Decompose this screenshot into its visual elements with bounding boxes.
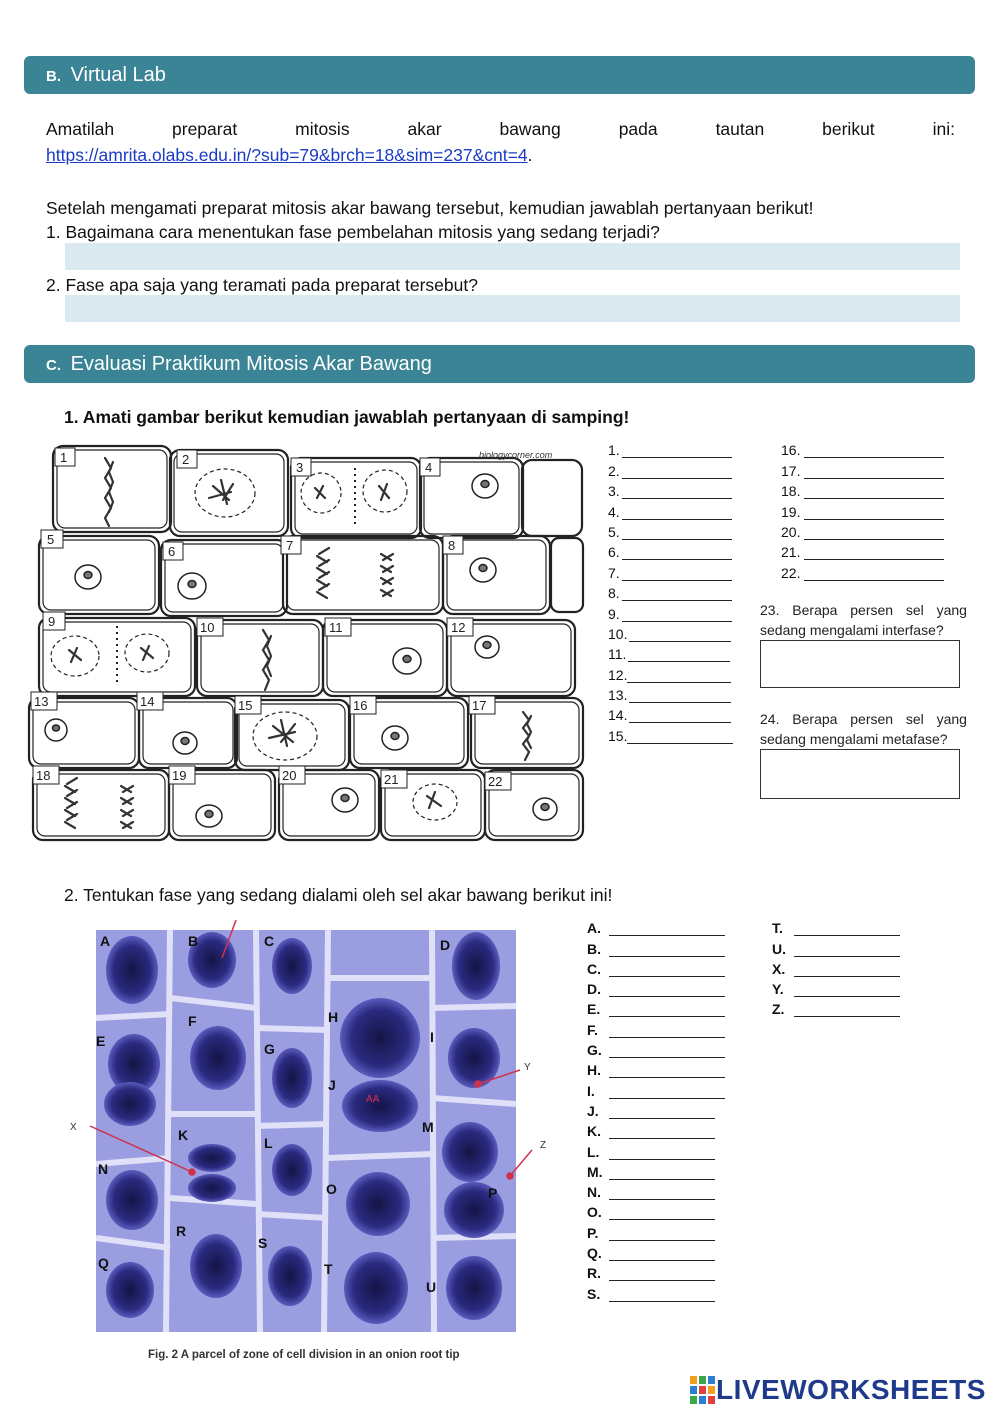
intro-word: tautan [715, 119, 765, 139]
intro-word: pada [618, 119, 658, 139]
cell-number-10 [197, 618, 223, 636]
liveworksheets-logo [690, 1374, 986, 1406]
svg-text:21: 21 [384, 772, 399, 787]
photo-label-q: Q [98, 1255, 109, 1271]
answer-line-x[interactable] [772, 957, 900, 977]
answer-line-t[interactable] [772, 916, 900, 936]
answer-line-13[interactable] [608, 683, 733, 703]
answer-number: 22. [781, 564, 801, 581]
answer-letter: J. [587, 1102, 599, 1119]
cell-number-3 [291, 458, 311, 476]
answer-line-r[interactable] [587, 1261, 725, 1281]
cell-number-7 [281, 536, 301, 554]
answer-line-f[interactable] [587, 1017, 725, 1037]
svg-text:3: 3 [296, 460, 304, 475]
photo-label-x: X [70, 1122, 77, 1133]
photo-label-e: E [96, 1033, 106, 1049]
answer-line-15[interactable] [608, 723, 733, 743]
answer-line-e[interactable] [587, 997, 725, 1017]
cell-number-16 [350, 696, 376, 714]
q24-word: sel [905, 711, 924, 727]
answer-number: 13. [608, 687, 628, 704]
answer-line-4[interactable] [608, 499, 733, 519]
svg-text:8: 8 [448, 538, 456, 553]
cell-number-4 [420, 458, 440, 476]
answer-line-n[interactable] [587, 1180, 725, 1200]
answer-line-8[interactable] [608, 581, 733, 601]
section-b-header [24, 56, 975, 94]
answer-number: 1. [608, 442, 620, 459]
red-marker: AA [366, 1094, 380, 1105]
photo-label-u: U [426, 1279, 437, 1295]
virtual-lab-link-line [46, 142, 532, 168]
answer-line-a[interactable] [587, 916, 725, 936]
answer-line-d[interactable] [587, 977, 725, 997]
svg-text:13: 13 [34, 694, 49, 709]
answer-number: 9. [608, 605, 620, 622]
photo-label-y: Y [524, 1062, 531, 1073]
answer-line-h[interactable] [587, 1058, 725, 1078]
svg-text:17: 17 [472, 698, 487, 713]
question-23 [760, 600, 967, 640]
answer-line-2[interactable] [608, 458, 733, 478]
cell-number-1 [55, 448, 75, 466]
answer-number: 11. [608, 646, 627, 663]
q23-word: Berapa [792, 602, 838, 618]
section-b-title: Virtual Lab [70, 64, 166, 86]
svg-text:5: 5 [47, 532, 55, 547]
onion-root-micrograph [70, 918, 547, 1368]
cell-number-22 [485, 772, 511, 790]
answer-list-a-s [587, 916, 725, 1302]
q23-word: sel [905, 602, 924, 618]
answer-letter: D. [587, 981, 601, 998]
answer-number: 18. [781, 483, 801, 500]
answer-line-6[interactable] [608, 540, 733, 560]
intro-word: bawang [499, 119, 561, 139]
answer-letter: Q. [587, 1245, 602, 1262]
answer-letter: X. [772, 960, 786, 977]
answer-line-21[interactable] [781, 540, 944, 560]
photo-label-a: A [100, 933, 111, 949]
answer-line-20[interactable] [781, 520, 944, 540]
svg-text:14: 14 [140, 694, 155, 709]
svg-text:9: 9 [48, 614, 56, 629]
q24-word: 24. [760, 711, 780, 727]
svg-text:19: 19 [172, 768, 187, 783]
answer-letter: F. [587, 1021, 598, 1038]
section-c-title: Evaluasi Praktikum Mitosis Akar Bawang [70, 353, 432, 375]
photo-label-m: M [422, 1119, 434, 1135]
question-c2-header: 2. Tentukan fase yang sedang dialami oleh sel akar bawang berikut ini! [64, 885, 613, 905]
svg-text:15: 15 [238, 698, 253, 713]
answer-letter: Z. [772, 1001, 785, 1018]
answer-number: 14. [608, 707, 628, 724]
question-c1-header: 1. Amati gambar berikut kemudian jawablah pertanyaan di samping! [64, 407, 630, 427]
answer-line-o[interactable] [587, 1200, 725, 1220]
answer-number: 7. [608, 564, 620, 581]
answer-letter: A. [587, 920, 601, 937]
answer-line-u[interactable] [772, 936, 900, 956]
intro-text [46, 116, 955, 142]
answer-letter: Y. [772, 981, 784, 998]
answer-letter: K. [587, 1123, 601, 1140]
answer-line-s[interactable] [587, 1281, 725, 1301]
photo-label-f: F [188, 1013, 197, 1029]
question-24 [760, 709, 967, 749]
cell-number-20 [279, 766, 305, 784]
answer-number: 10. [608, 625, 628, 642]
intro-word: Amatilah [46, 119, 115, 139]
svg-text:10: 10 [200, 620, 215, 635]
answer-field-1[interactable] [65, 243, 960, 270]
photo-label-p: P [488, 1185, 498, 1201]
answer-number: 5. [608, 523, 620, 540]
intro-word: ini: [932, 119, 955, 139]
answer-letter: C. [587, 960, 601, 977]
answer-number: 6. [608, 544, 620, 561]
answer-number: 20. [781, 523, 801, 540]
svg-text:6: 6 [168, 544, 176, 559]
answer-line-l[interactable] [587, 1139, 725, 1159]
answer-line-16[interactable] [781, 438, 944, 458]
svg-text:7: 7 [286, 538, 294, 553]
answer-field-2[interactable] [65, 295, 960, 322]
intro-word: mitosis [295, 119, 350, 139]
svg-text:20: 20 [282, 768, 297, 783]
q23-word: yang [936, 602, 967, 618]
cell-number-19 [169, 766, 195, 784]
cell-number-6 [163, 542, 183, 560]
answer-line-5[interactable] [608, 520, 733, 540]
question-2-text: 2. Fase apa saja yang teramati pada preparat tersebut? [46, 275, 478, 295]
answer-number: 4. [608, 503, 620, 520]
answer-line-q[interactable] [587, 1241, 725, 1261]
cell-number-14 [137, 692, 163, 710]
q24-word: yang [936, 711, 967, 727]
q24-word: Berapa [792, 711, 838, 727]
section-c-header [24, 345, 975, 383]
answer-letter: N. [587, 1184, 601, 1201]
answer-letter: I. [587, 1082, 595, 1099]
answer-number: 12. [608, 666, 628, 683]
svg-text:1: 1 [60, 450, 68, 465]
answer-letter: O. [587, 1204, 602, 1221]
cell-number-21 [381, 770, 407, 788]
q23-line2: sedang mengalami interfase? [760, 622, 944, 638]
answer-letter: S. [587, 1285, 601, 1302]
cell-number-12 [447, 618, 473, 636]
photo-label-n: N [98, 1161, 109, 1177]
answer-number: 19. [781, 503, 801, 520]
answer-letter: L. [587, 1143, 600, 1160]
answer-line-10[interactable] [608, 622, 733, 642]
cell-number-11 [325, 618, 351, 636]
answer-line-9[interactable] [608, 601, 733, 621]
photo-label-j: J [328, 1077, 336, 1093]
svg-text:2: 2 [182, 452, 190, 467]
answer-line-m[interactable] [587, 1160, 725, 1180]
brand-name: LIVEWORKSHEETS [716, 1374, 986, 1405]
photo-label-b: B [188, 933, 199, 949]
answer-list-t-z [772, 916, 900, 1017]
answer-line-18[interactable] [781, 479, 944, 499]
section-c-prefix: C. [46, 357, 61, 374]
cell-number-18 [33, 766, 59, 784]
svg-text:12: 12 [451, 620, 466, 635]
photo-label-l: L [264, 1135, 273, 1151]
answer-line-11[interactable] [608, 642, 733, 662]
answer-letter: R. [587, 1265, 601, 1282]
answer-number: 17. [781, 462, 801, 479]
photo-label-i: I [430, 1029, 434, 1045]
answer-letter: H. [587, 1062, 601, 1079]
answer-line-17[interactable] [781, 458, 944, 478]
answer-number: 3. [608, 483, 620, 500]
cell-number-15 [235, 696, 261, 714]
answer-line-b[interactable] [587, 936, 725, 956]
answer-number: 21. [781, 544, 801, 561]
answer-line-19[interactable] [781, 499, 944, 519]
cell-number-9 [43, 612, 65, 630]
photo-label-r: R [176, 1223, 187, 1239]
svg-text:18: 18 [36, 768, 51, 783]
answer-line-7[interactable] [608, 560, 733, 580]
answer-line-y[interactable] [772, 977, 900, 997]
intro-word: preparat [172, 119, 238, 139]
answer-line-j[interactable] [587, 1099, 725, 1119]
answer-line-14[interactable] [608, 703, 733, 723]
photo-label-g: G [264, 1041, 275, 1057]
answer-number: 2. [608, 462, 620, 479]
answer-line-z[interactable] [772, 997, 900, 1017]
photo-label-h: H [328, 1009, 339, 1025]
photo-label-o: O [326, 1181, 337, 1197]
photo-label-z: Z [540, 1140, 547, 1151]
instruction-text: Setelah mengamati preparat mitosis akar bawang tersebut, kemudian jawablah pertanyaan berikut! [46, 198, 814, 218]
virtual-lab-link[interactable]: https://amrita.olabs.edu.in/?sub=79&brch=18&sim=237&cnt=4 [46, 145, 528, 165]
cell-number-13 [31, 692, 57, 710]
answer-line-i[interactable] [587, 1078, 725, 1098]
q24-line2: sedang mengalami metafase? [760, 731, 948, 747]
svg-text:11: 11 [329, 620, 343, 635]
intro-word: berikut [822, 119, 875, 139]
answer-number: 15. [608, 727, 628, 744]
answer-letter: M. [587, 1163, 603, 1180]
link-suffix: . [527, 145, 533, 165]
answer-letter: B. [587, 940, 601, 957]
photo-label-k: K [178, 1127, 189, 1143]
svg-text:16: 16 [353, 698, 368, 713]
photo-caption: Fig. 2 A parcel of zone of cell division in an onion root tip [148, 1349, 460, 1361]
section-b-prefix: B. [46, 68, 61, 85]
answer-list-16-22 [781, 438, 944, 581]
photo-label-s: S [258, 1235, 268, 1251]
intro-word: akar [407, 119, 442, 139]
answer-letter: P. [587, 1224, 599, 1241]
answer-line-k[interactable] [587, 1119, 725, 1139]
answer-line-1[interactable] [608, 438, 733, 458]
cell-number-2 [177, 450, 197, 468]
answer-number: 16. [781, 442, 801, 459]
answer-line-12[interactable] [608, 662, 733, 682]
photo-label-t: T [324, 1261, 333, 1277]
svg-text:22: 22 [488, 774, 503, 789]
answer-line-22[interactable] [781, 560, 944, 580]
answer-box-23[interactable] [760, 640, 960, 688]
svg-text:4: 4 [425, 460, 433, 475]
answer-letter: G. [587, 1042, 602, 1059]
answer-list-1-15 [608, 438, 733, 744]
answer-line-3[interactable] [608, 479, 733, 499]
diagram-credit: biologycorner.com [479, 450, 553, 460]
cell-number-8 [443, 536, 463, 554]
answer-number: 8. [608, 585, 620, 602]
q23-word: persen [850, 602, 894, 618]
liveworksheets-logo-icon [690, 1376, 716, 1404]
answer-box-24[interactable] [760, 749, 960, 799]
cell-number-17 [469, 696, 495, 714]
q24-word: persen [850, 711, 894, 727]
answer-letter: U. [772, 940, 786, 957]
photo-label-c: C [264, 933, 275, 949]
answer-line-c[interactable] [587, 957, 725, 977]
answer-line-g[interactable] [587, 1038, 725, 1058]
answer-line-p[interactable] [587, 1220, 725, 1240]
photo-label-d: D [440, 937, 451, 953]
q23-word: 23. [760, 602, 780, 618]
question-1-text: 1. Bagaimana cara menentukan fase pembelahan mitosis yang sedang terjadi? [46, 222, 660, 242]
answer-letter: E. [587, 1001, 601, 1018]
answer-letter: T. [772, 920, 783, 937]
cell-number-5 [41, 530, 63, 548]
onion-cell-diagram [25, 436, 585, 841]
